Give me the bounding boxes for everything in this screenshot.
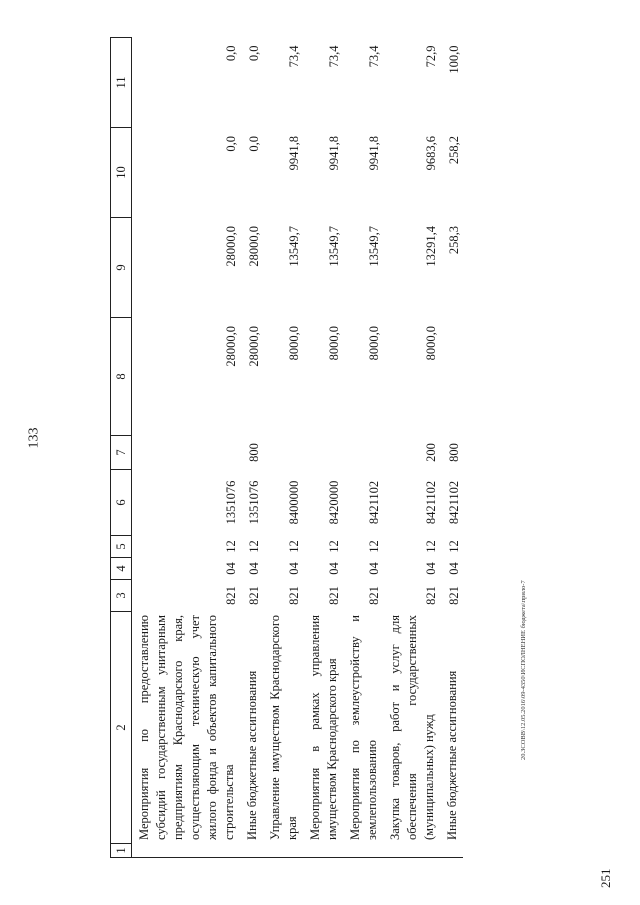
cell-c6: 8400000	[287, 480, 301, 525]
cell-c11: 72,9	[424, 45, 438, 68]
cell-c7	[303, 436, 343, 470]
column-header-9: 9	[111, 218, 132, 318]
cell-c11: 73,4	[287, 45, 301, 68]
row-name-cell: Мероприятия по землеустройству и землепользованию	[348, 615, 379, 840]
cell-c6: 8421102	[447, 480, 461, 525]
column-header-7: 7	[111, 436, 132, 470]
cell-c4: 04	[367, 562, 381, 575]
row-name-cell: Закупка товаров, работ и услуг для обеспечения государственных (муниципальных) нужд	[388, 615, 436, 840]
column-header-10: 10	[111, 128, 132, 218]
cell-c3: 821	[327, 586, 341, 605]
table-row	[132, 38, 241, 858]
cell-c3: 821	[287, 586, 301, 605]
cell-c6: 8420000	[327, 480, 341, 525]
cell-c9: 13549,7	[287, 226, 301, 267]
cell-c9: 13549,7	[327, 226, 341, 267]
cell-c3: 821	[224, 586, 238, 605]
cell-c3: 821	[447, 586, 461, 605]
cell-c10: 9941,8	[367, 136, 381, 171]
cell-c7: 800	[447, 443, 461, 462]
cell-c10: 9683,6	[424, 136, 438, 171]
cell-c10: 9941,8	[287, 136, 301, 171]
cell-c11: 73,4	[327, 45, 341, 68]
cell-c4: 04	[224, 562, 238, 575]
cell-c3: 821	[424, 586, 438, 605]
cell-c6: 1351076	[224, 480, 238, 525]
cell-c9: 258,3	[447, 226, 461, 255]
cell-c5: 12	[424, 540, 438, 553]
cell-c9: 28000,0	[224, 226, 238, 267]
cell-c5: 12	[247, 540, 261, 553]
row-index-cell	[132, 844, 241, 858]
row-index-cell	[240, 844, 263, 858]
cell-c8: 8000,0	[327, 326, 341, 361]
cell-c5: 12	[224, 540, 238, 553]
cell-c4: 04	[447, 562, 461, 575]
cell-c11: 100,0	[447, 45, 461, 74]
cell-c5: 12	[287, 540, 301, 553]
cell-c4: 04	[327, 562, 341, 575]
cell-c3: 821	[367, 586, 381, 605]
cell-c8	[440, 318, 463, 436]
row-index-cell	[440, 844, 463, 858]
column-header-6: 6	[111, 470, 132, 536]
column-header-8: 8	[111, 318, 132, 436]
cell-c9: 13549,7	[367, 226, 381, 267]
cell-c4: 04	[424, 562, 438, 575]
cell-c7	[343, 436, 383, 470]
budget-table	[110, 37, 463, 858]
row-name-cell: Иные бюджетные ассигнования	[245, 670, 259, 840]
footer-file-path: 20.ЗСОВВ\12.05.2016\09-4350\ИСПОЛНЕНИЕ бюджета\прило-7	[520, 580, 527, 760]
table-row	[263, 38, 303, 858]
cell-c3: 821	[247, 586, 261, 605]
column-header-3: 3	[111, 580, 132, 612]
budget-table-sheet	[110, 38, 510, 858]
cell-c5: 12	[447, 540, 461, 553]
cell-c4: 04	[247, 562, 261, 575]
cell-c7: 200	[424, 443, 438, 462]
cell-c9: 28000,0	[247, 226, 261, 267]
table-row	[440, 38, 463, 858]
cell-c10: 258,2	[447, 136, 461, 165]
cell-c11: 73,4	[367, 45, 381, 68]
row-name-cell: Мероприятия в рамках управления имуществом Краснодарского края	[308, 615, 339, 840]
cell-c11: 0,0	[224, 45, 238, 62]
page-number-side: 251	[598, 868, 613, 888]
cell-c6: 8421102	[367, 480, 381, 525]
row-index-cell	[303, 844, 343, 858]
column-header-11: 11	[111, 38, 132, 128]
cell-c11: 0,0	[247, 45, 261, 62]
column-header-2: 2	[111, 612, 132, 844]
cell-c10: 0,0	[224, 136, 238, 152]
cell-c7	[263, 436, 303, 470]
cell-c6: 1351076	[247, 480, 261, 525]
cell-c8: 8000,0	[424, 326, 438, 361]
row-index-cell	[343, 844, 383, 858]
cell-c5: 12	[327, 540, 341, 553]
cell-c8: 28000,0	[224, 326, 238, 367]
page-number-top: 133	[26, 427, 42, 449]
cell-c10: 9941,8	[327, 136, 341, 171]
cell-c8: 28000,0	[247, 326, 261, 367]
cell-c9: 13291,4	[424, 226, 438, 267]
column-header-4: 4	[111, 558, 132, 580]
cell-c4: 04	[287, 562, 301, 575]
table-row	[303, 38, 343, 858]
cell-c8: 8000,0	[287, 326, 301, 361]
cell-c5: 12	[367, 540, 381, 553]
row-name-cell: Иные бюджетные ассигнования	[445, 670, 459, 840]
row-name-cell: Мероприятия по предоставлению субсидий государственным унитарным предприятиям Краснодарского края, осуществляющим техническую учет жилого фонда и объектов капитального строительства	[137, 615, 236, 840]
table-row	[343, 38, 383, 858]
row-name-cell: Управление имуществом Краснодарского края	[268, 615, 299, 840]
table-row	[383, 38, 440, 858]
cell-c8: 8000,0	[367, 326, 381, 361]
cell-c7: 800	[247, 443, 261, 462]
table-header-row	[111, 38, 132, 858]
table-row	[240, 38, 263, 858]
column-header-5: 5	[111, 536, 132, 558]
cell-c7	[132, 436, 241, 470]
row-index-cell	[263, 844, 303, 858]
column-header-1: 1	[111, 844, 132, 858]
row-index-cell	[383, 844, 440, 858]
cell-c10: 0,0	[247, 136, 261, 152]
cell-c6: 8421102	[424, 480, 438, 525]
table-body	[132, 38, 464, 858]
